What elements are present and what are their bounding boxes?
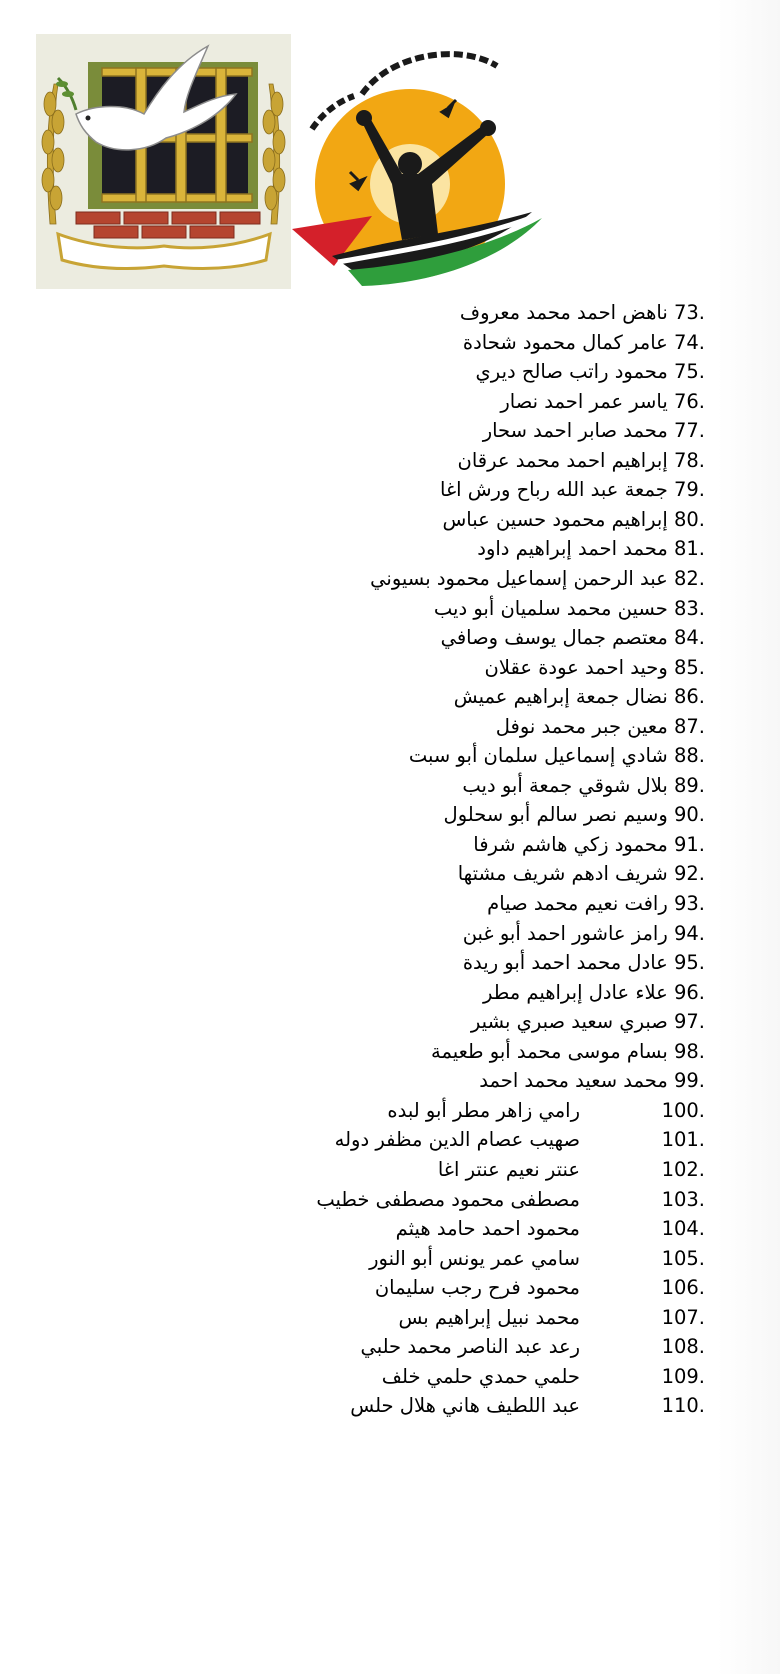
list-item <box>305 1185 705 1215</box>
prisoner-name: نضال جمعة إبراهيم عميش <box>453 685 668 709</box>
prisoner-name: رافت نعيم محمد صيام <box>487 892 668 915</box>
item-number: 99. <box>667 1069 705 1093</box>
item-number: 94. <box>667 921 705 945</box>
prisoner-name: سامي عمر يونس أبو النور <box>369 1246 580 1270</box>
item-number: 95. <box>667 951 705 975</box>
list-item <box>458 446 705 476</box>
item-number: 103. <box>661 1187 705 1211</box>
prisoner-name: رعد عبد الناصر محمد حلبي <box>360 1335 580 1359</box>
prisoner-name: رامز عاشور احمد أبو غبن <box>462 921 668 945</box>
list-item <box>443 505 706 535</box>
item-number: 109. <box>661 1364 705 1388</box>
list-item <box>477 534 705 564</box>
prisoner-name: حلمي حمدي حلمي خلف <box>381 1364 580 1388</box>
prisoner-name: بلال شوقي جمعة أبو ديب <box>462 773 668 797</box>
list-item <box>454 682 705 712</box>
list-item <box>460 298 705 328</box>
list-item <box>305 1273 705 1303</box>
list-item <box>440 475 705 505</box>
item-number: 108. <box>661 1335 705 1359</box>
prisoner-name: رامي زاهر مطر أبو لبده <box>387 1098 580 1122</box>
item-number: 97. <box>667 1010 705 1034</box>
prisoner-name: علاء عادل إبراهيم مطر <box>482 980 668 1004</box>
item-number: 96. <box>667 980 705 1004</box>
item-number: 105. <box>661 1246 705 1270</box>
list-item <box>463 919 705 949</box>
item-number: 92. <box>667 862 705 886</box>
prisoner-name: إبراهيم احمد محمد عرقان <box>457 448 668 472</box>
item-number: 77. <box>667 419 705 443</box>
list-item <box>305 1244 705 1274</box>
item-number: 74. <box>667 330 705 354</box>
prisoner-name: ياسر عمر احمد نصار <box>500 389 668 413</box>
prisoner-name: حسين محمد سلميان أبو ديب <box>433 596 668 620</box>
prisoner-name: محمود راتب صالح ديري <box>475 360 668 384</box>
item-number: 104. <box>661 1217 705 1241</box>
prisoner-name: جمعة عبد الله رباح ورش اغا <box>440 478 668 502</box>
list-item <box>434 594 705 624</box>
item-number: 80. <box>667 507 705 531</box>
list-item <box>462 771 705 801</box>
item-number: 102. <box>661 1157 705 1181</box>
item-number: 73. <box>667 301 705 324</box>
prisoner-name: محمود احمد حامد هيثم <box>395 1217 580 1241</box>
prisoner-name: شادي إسماعيل سلمان أبو سبت <box>408 744 668 768</box>
item-number: 81. <box>667 537 705 561</box>
prisoner-name: محمود فرح رجب سليمان <box>374 1276 580 1300</box>
prisoner-name: بسام موسى محمد أبو طعيمة <box>431 1039 668 1063</box>
list-item <box>483 416 705 446</box>
prisoner-name: عادل محمد احمد أبو ريدة <box>462 951 668 975</box>
item-number: 93. <box>667 892 705 915</box>
prisoner-name: معين جبر محمد نوفل <box>495 714 668 738</box>
prisoner-name: محمود زكي هاشم شرفا <box>473 832 668 856</box>
item-number: 87. <box>667 714 705 738</box>
list-item <box>463 328 705 358</box>
list-item <box>305 1391 705 1421</box>
list-item <box>485 653 705 683</box>
list-item <box>473 830 705 860</box>
item-number: 76. <box>667 389 705 413</box>
prisoner-name: وسيم نصر سالم أبو سحلول <box>443 803 668 827</box>
prisoner-name: محمد سعيد محمد احمد <box>479 1069 668 1093</box>
prisoner-name: مصطفى محمود مصطفى خطيب <box>316 1187 580 1211</box>
item-number: 100. <box>661 1098 705 1122</box>
item-number: 75. <box>667 360 705 384</box>
prisoner-name: عامر كمال محمود شحادة <box>462 330 668 354</box>
list-item <box>479 1066 705 1096</box>
list-item <box>305 1155 705 1185</box>
list-item <box>409 741 705 771</box>
list-item <box>370 564 705 594</box>
list-item <box>305 1303 705 1333</box>
item-number: 98. <box>667 1039 705 1063</box>
item-number: 90. <box>667 803 705 827</box>
list-item <box>471 1007 705 1037</box>
list-item <box>305 1214 705 1244</box>
item-number: 88. <box>667 744 705 768</box>
list-item <box>441 623 705 653</box>
item-number: 84. <box>667 626 705 650</box>
prisoner-name: عنتر نعيم عنتر اغا <box>437 1157 580 1181</box>
list-item <box>431 1037 705 1067</box>
list-item <box>463 948 705 978</box>
item-number: 86. <box>667 685 705 709</box>
item-number: 107. <box>661 1305 705 1329</box>
item-number: 82. <box>667 566 705 590</box>
list-item <box>305 1096 705 1126</box>
prisoner-name: عبد الرحمن إسماعيل محمود بسيوني <box>370 566 668 590</box>
item-number: 110. <box>661 1394 705 1418</box>
prisoner-name: محمد صابر احمد سحار <box>482 419 668 443</box>
list-item <box>483 978 705 1008</box>
prisoner-name: عبد اللطيف هاني هلال حلس <box>350 1394 580 1418</box>
list-item <box>487 889 705 919</box>
item-number: 101. <box>661 1128 705 1152</box>
item-number: 85. <box>667 655 705 679</box>
item-number: 79. <box>667 478 705 502</box>
item-number: 78. <box>667 448 705 472</box>
list-item <box>305 1125 705 1155</box>
list-item <box>458 859 705 889</box>
prisoner-name: شريف ادهم شريف مشتها <box>457 862 668 886</box>
item-number: 89. <box>667 773 705 797</box>
prisoner-name: صهيب عصام الدين مظفر دوله <box>334 1128 580 1152</box>
list-item <box>305 1332 705 1362</box>
list-item <box>476 357 705 387</box>
prisoner-name: ناهض احمد محمد معروف <box>459 301 668 324</box>
prisoner-name: وحيد احمد عودة عقلان <box>484 655 668 679</box>
item-number: 83. <box>667 596 705 620</box>
item-number: 106. <box>661 1276 705 1300</box>
list-item <box>305 1362 705 1392</box>
prisoner-name: محمد احمد إبراهيم داود <box>477 537 668 561</box>
prisoner-name: إبراهيم محمود حسين عباس <box>442 507 668 531</box>
prisoner-name: صبري سعيد صبري بشير <box>470 1010 668 1034</box>
list-item <box>496 712 705 742</box>
list-item <box>500 387 705 417</box>
item-number: 91. <box>667 832 705 856</box>
list-item <box>444 800 705 830</box>
prisoner-name: معتصم جمال يوسف وصافي <box>440 626 668 650</box>
prisoner-name: محمد نبيل إبراهيم بس <box>398 1305 580 1329</box>
